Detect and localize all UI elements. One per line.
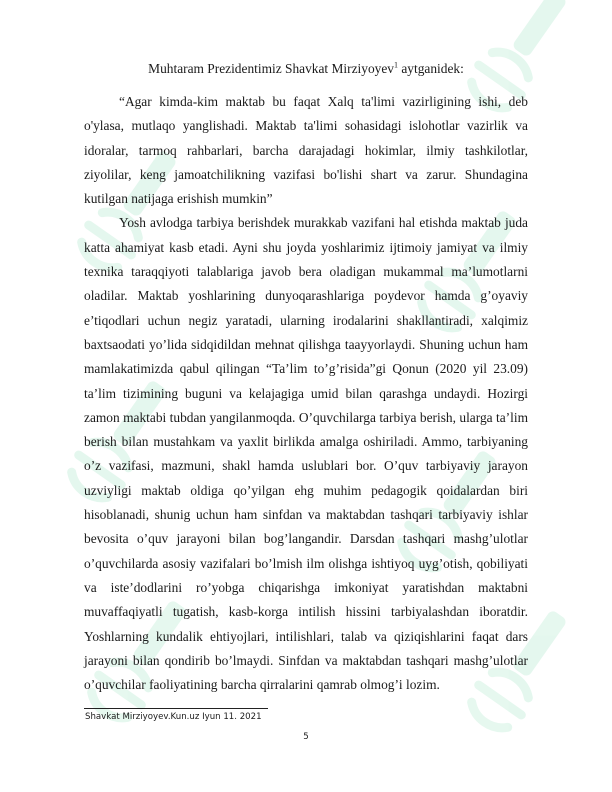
quote-heading: [0, 60, 612, 78]
quote-paragraph: “Agar kimda-kim maktab bu faqat Xalq ta'limi vazirligining ishi, deb o'ylasa, mutlaqo yanglishadi. Maktab ta'limi sohasidagi islohotlar vazirlik va idoralar, tarmoq rahbarlari, barcha darajadagi hokimlar, ilmiy tashkilotlar, ziyolilar, keng jamoatchilikning vazifasi bo'lishi shart va zarur. Shundagina kutilgan natijaga erishish mumkin”: [84, 94, 528, 207]
footnote: Shavkat Mirziyoyev.Kun.uz Iyun 11. 2021: [85, 712, 262, 722]
heading-text: Muhtaram Prezidentimiz Shavkat Mirziyoyev: [148, 61, 394, 76]
heading-suffix: aytganidek:: [397, 61, 464, 76]
footnote-divider: [84, 708, 268, 709]
body-text: [84, 90, 528, 697]
page-number: 5: [303, 732, 309, 742]
main-paragraph: Yosh avlodga tarbiya berishdek murakkab vazifani hal etishda maktab juda katta ahamiyat kasb etadi. Ayni shu joyda yoshlarimiz ijtimoiy jamiyat va ilmiy texnika taraqqiyoti talablariga javob bera oladigan mukammal ma’lumotlarni oladilar. Maktab yoshlarining dunyoqarashlariga poydevor hamda g’oyaviy e’tiqodlari uchun negiz yaratadi, ularning irodalarini shakllantiradi, xalqimiz baxtsaodati yo’lida sidqidildan mehnat qilishga taayyorlaydi. Shuning uchun ham mamlakatimizda qabul qilingan “Ta’lim to’g’risida”gi Qonun (2020 yil 23.09) ta’lim tizimining buguni va kelajagiga umid bilan qarashga undaydi. Hozirgi zamon maktabi tubdan yangilanmoqda. O’quvchilarga tarbiya berish, ularga ta’lim berish bilan mustahkam va yaxlit birlikda amalga oshiriladi. Ammo, tarbiyaning o’z vazifasi, mazmuni, shakl hamda uslublari bor. O’quv tarbiyaviy jarayon uzviyligi maktab oldiga qo’yilgan ehg muhim pedagogik qoidalardan biri hisoblanadi, shunig uchun ham sinfdan va maktabdan tashqari tarbiyaviy ishlar bevosita o’quv jarayoni bilan bog’langandir. Darsdan tashqari mashg’ulotlar o’quvchilarda asosiy vazifalari bo’lmish ilm olishga ishtiyoq uyg’otish, qobiliyati va iste’dodlarini ro’yobga chiqarishga imkoniyat yaratishdan maktabni muvaffaqiyatli tugatish, kasb-korga intilish hissini tarbiyalashdan iboratdir. Yoshlarning kundalik ehtiyojlari, intilishlari, talab va qiziqishlarini faqat dars jarayoni bilan qondirib bo’lmaydi. Sinfdan va maktabdan tashqari mashg’ulotlar o’quvchilar faoliyatining barcha qirralarini qamrab olmog’i lozim.: [84, 215, 528, 693]
footnote-reference: 1: [393, 60, 398, 70]
